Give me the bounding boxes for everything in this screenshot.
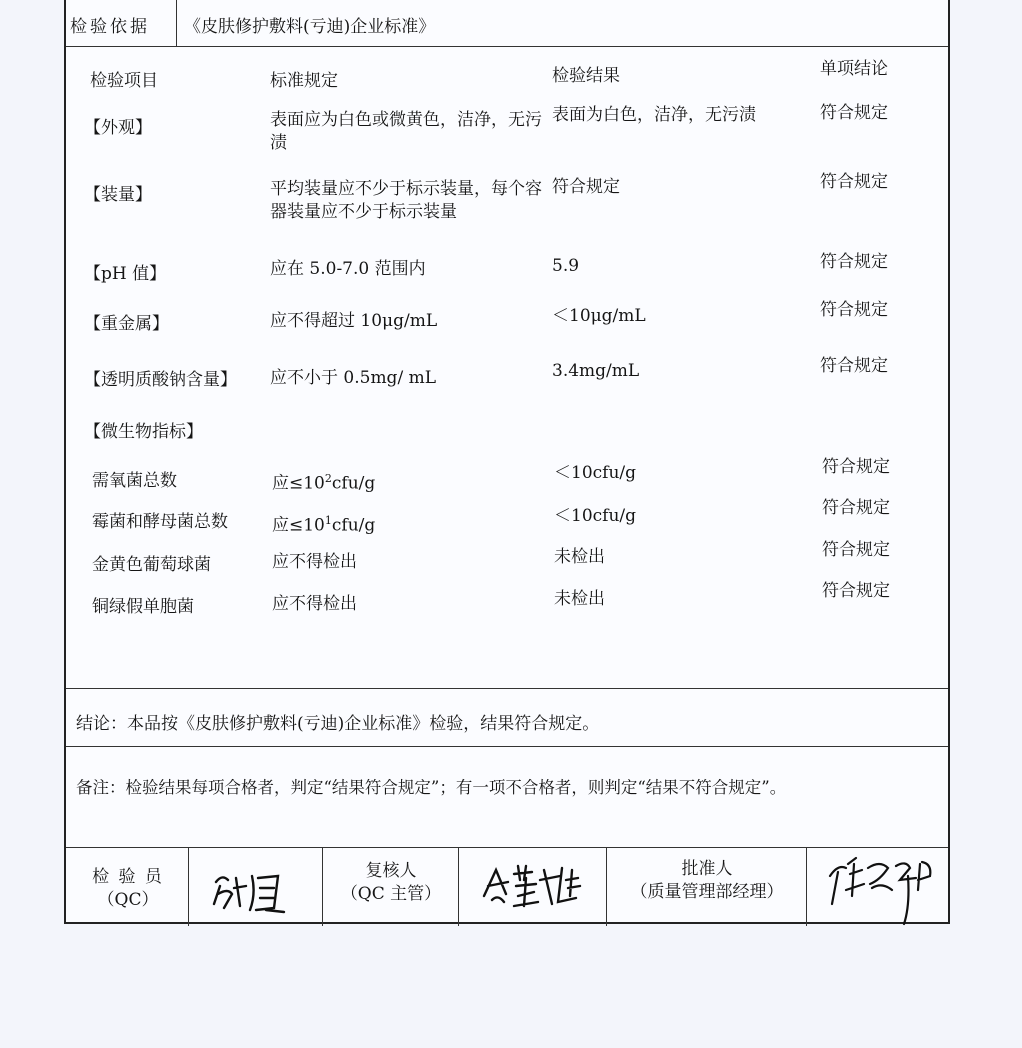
micro-result: ＜10cfu/g	[554, 463, 637, 483]
row-conclusion: 符合规定	[820, 103, 888, 123]
row-result: 符合规定	[552, 177, 620, 197]
header-divider	[176, 0, 177, 46]
row-conclusion: 符合规定	[820, 172, 888, 192]
row-standard: 平均装量应不少于标示装量，每个容器装量应不少于标示装量	[270, 179, 542, 222]
micro-result: 未检出	[554, 589, 605, 609]
reviewer-label: 复核人 （QC 主管）	[340, 861, 442, 904]
page-margin	[0, 926, 1022, 1048]
reviewer-signature	[474, 856, 594, 912]
micro-item: 金黄色葡萄球菌	[92, 555, 211, 575]
remark-rule	[66, 746, 948, 747]
conclusion-rule	[66, 688, 948, 689]
micro-standard: 应不得检出	[272, 594, 357, 614]
micro-item: 霉菌和酵母菌总数	[92, 512, 228, 532]
row-standard: 应在 5.0-7.0 范围内	[270, 259, 426, 279]
conclusion-text: 结论：本品按《皮肤修护敷料(亏迪)企业标准》检验，结果符合规定。	[76, 714, 600, 734]
col-header-standard: 标准规定	[270, 71, 338, 91]
row-item: 【pH 值】	[84, 264, 167, 284]
micro-result: ＜10cfu/g	[554, 506, 637, 526]
basis-label: 检验依据	[70, 17, 150, 37]
row-standard: 应不得超过 10μg/mL	[270, 311, 438, 331]
micro-standard: 应$\le 10^2cfu/g$	[272, 472, 376, 494]
micro-result: 未检出	[554, 547, 605, 567]
basis-value: 《皮肤修护敷料(亏迪)企业标准》	[184, 17, 436, 37]
inspector-label: 检 验 员 （QC）	[92, 867, 164, 910]
remark-text: 备注：检验结果每项合格者，判定“结果符合规定”；有一项不合格者，则判定“结果不符合规定”。	[76, 778, 787, 797]
col-header-conclusion: 单项结论	[820, 59, 888, 79]
row-item: 【重金属】	[84, 314, 169, 334]
approver-label: 批准人 （质量管理部经理）	[630, 859, 784, 902]
row-standard: 表面应为白色或微黄色，洁净，无污渍	[270, 110, 542, 153]
row-result: 3.4mg/mL	[552, 361, 640, 381]
approver-signature	[822, 846, 952, 926]
row-conclusion: 符合规定	[820, 252, 888, 272]
inspector-signature	[206, 864, 306, 916]
row-result: ＜10μg/mL	[552, 306, 646, 326]
footer-divider-1	[188, 847, 189, 926]
col-header-result: 检验结果	[552, 66, 620, 86]
footer-rule	[66, 847, 948, 848]
header-rule	[66, 46, 948, 47]
micro-standard: 应不得检出	[272, 552, 357, 572]
row-result: 表面为白色，洁净，无污渍	[552, 105, 756, 125]
row-item: 【装量】	[84, 185, 152, 205]
micro-conclusion: 符合规定	[822, 540, 890, 560]
footer-divider-5	[806, 847, 807, 926]
row-item: 【外观】	[84, 118, 152, 138]
micro-conclusion: 符合规定	[822, 581, 890, 601]
micro-section-title: 【微生物指标】	[84, 422, 203, 442]
footer-divider-2	[322, 847, 323, 926]
micro-item: 需氧菌总数	[92, 471, 177, 491]
inspection-report-table	[64, 0, 950, 924]
row-conclusion: 符合规定	[820, 300, 888, 320]
micro-conclusion: 符合规定	[822, 498, 890, 518]
micro-item: 铜绿假单胞菌	[92, 597, 194, 617]
footer-divider-3	[458, 847, 459, 926]
row-standard: 应不小于 0.5mg/ mL	[270, 368, 436, 388]
micro-standard: 应$\le 10^1cfu/g$	[272, 514, 376, 536]
row-conclusion: 符合规定	[820, 356, 888, 376]
row-item: 【透明质酸钠含量】	[84, 370, 237, 390]
footer-divider-4	[606, 847, 607, 926]
micro-conclusion: 符合规定	[822, 457, 890, 477]
row-result: 5.9	[552, 256, 580, 276]
col-header-item: 检验项目	[90, 71, 158, 91]
